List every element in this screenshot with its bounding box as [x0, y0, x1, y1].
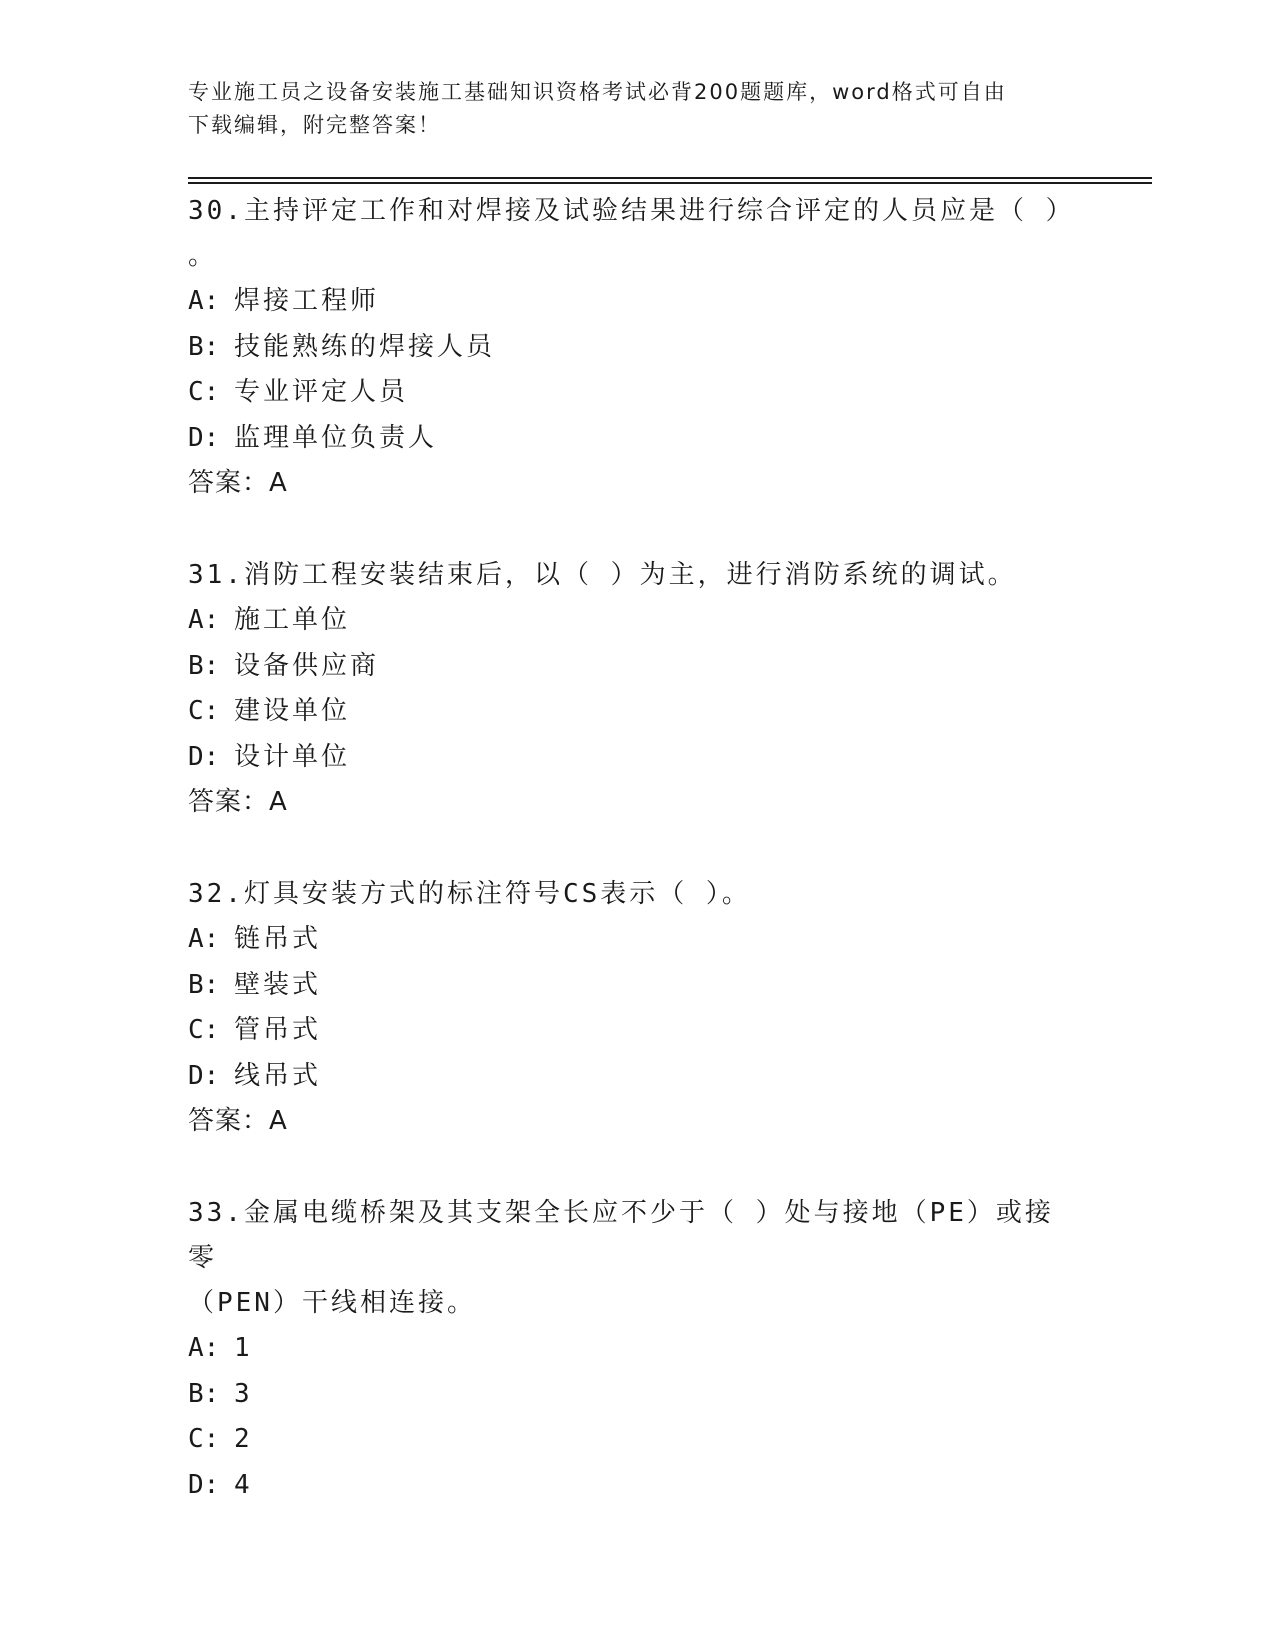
option-d — [188, 1054, 1068, 1100]
option-a — [188, 279, 1068, 325]
option-text: 管吊式 — [234, 1015, 322, 1045]
option-text: 链吊式 — [234, 924, 322, 954]
header-divider-top — [188, 177, 1152, 179]
answer: 答案：A — [188, 787, 288, 817]
option-text: 2 — [234, 1424, 253, 1454]
answer: 答案：A — [188, 1106, 288, 1136]
option-letter: A: — [188, 286, 220, 316]
question-30 — [188, 189, 1075, 505]
question-stem-continuation: 。 — [188, 241, 218, 271]
option-text: 线吊式 — [234, 1060, 322, 1091]
header-line-2: 下载编辑，附完整答案！ — [188, 113, 441, 137]
option-text: 建设单位 — [234, 696, 351, 726]
option-b — [188, 1372, 1068, 1418]
option-text: 监理单位负责人 — [234, 422, 438, 453]
option-text: 3 — [234, 1378, 253, 1409]
question-33 — [188, 1191, 1068, 1508]
header-line-1: 专业施工员之设备安装施工基础知识资格考试必背200题题库，word格式可自由 — [188, 80, 1007, 104]
option-b — [188, 644, 1068, 690]
option-b — [188, 963, 1068, 1009]
option-letter: B: — [188, 331, 220, 362]
option-letter: A: — [188, 605, 220, 635]
option-text: 1 — [234, 1333, 253, 1363]
option-a — [188, 917, 1068, 963]
option-text: 壁装式 — [234, 969, 322, 1000]
question-stem: 30.主持评定工作和对焊接及试验结果进行综合评定的人员应是（ ） — [188, 196, 1075, 226]
option-c — [188, 689, 1068, 735]
option-letter: B: — [188, 969, 220, 1000]
option-letter: D: — [188, 422, 220, 453]
option-text: 技能熟练的焊接人员 — [234, 331, 496, 362]
option-letter: A: — [188, 1333, 220, 1363]
option-letter: C: — [188, 377, 220, 407]
option-c — [188, 1417, 1068, 1463]
option-text: 焊接工程师 — [234, 286, 380, 316]
option-text: 设计单位 — [234, 741, 351, 772]
option-c — [188, 1008, 1068, 1054]
option-letter: B: — [188, 1378, 220, 1409]
option-letter: C: — [188, 1424, 220, 1454]
option-d — [188, 416, 1068, 462]
question-31 — [188, 553, 1068, 824]
option-letter: D: — [188, 741, 220, 772]
option-a — [188, 598, 1068, 644]
option-letter: A: — [188, 924, 220, 954]
question-stem: 31.消防工程安装结束后，以（ ）为主，进行消防系统的调试。 — [188, 560, 1017, 590]
option-letter: C: — [188, 1015, 220, 1045]
option-d — [188, 1463, 1068, 1509]
option-letter: C: — [188, 696, 220, 726]
question-32 — [188, 872, 1068, 1143]
document-header — [188, 76, 1068, 142]
option-a — [188, 1326, 1068, 1372]
option-text: 设备供应商 — [234, 650, 380, 681]
option-letter: D: — [188, 1060, 220, 1091]
header-divider-bottom — [188, 182, 1152, 184]
option-d — [188, 735, 1068, 781]
option-c — [188, 370, 1068, 416]
question-stem: 33.金属电缆桥架及其支架全长应不少于（ ）处与接地（PE）或接零 — [188, 1198, 1054, 1273]
question-stem-continuation: （PEN）干线相连接。 — [188, 1288, 476, 1318]
answer: 答案：A — [188, 468, 288, 498]
option-text: 4 — [234, 1469, 253, 1500]
option-letter: B: — [188, 650, 220, 681]
question-stem: 32.灯具安装方式的标注符号CS表示（ ）。 — [188, 879, 751, 909]
option-text: 专业评定人员 — [234, 377, 409, 407]
option-b — [188, 325, 1068, 371]
option-letter: D: — [188, 1469, 220, 1500]
option-text: 施工单位 — [234, 605, 351, 635]
